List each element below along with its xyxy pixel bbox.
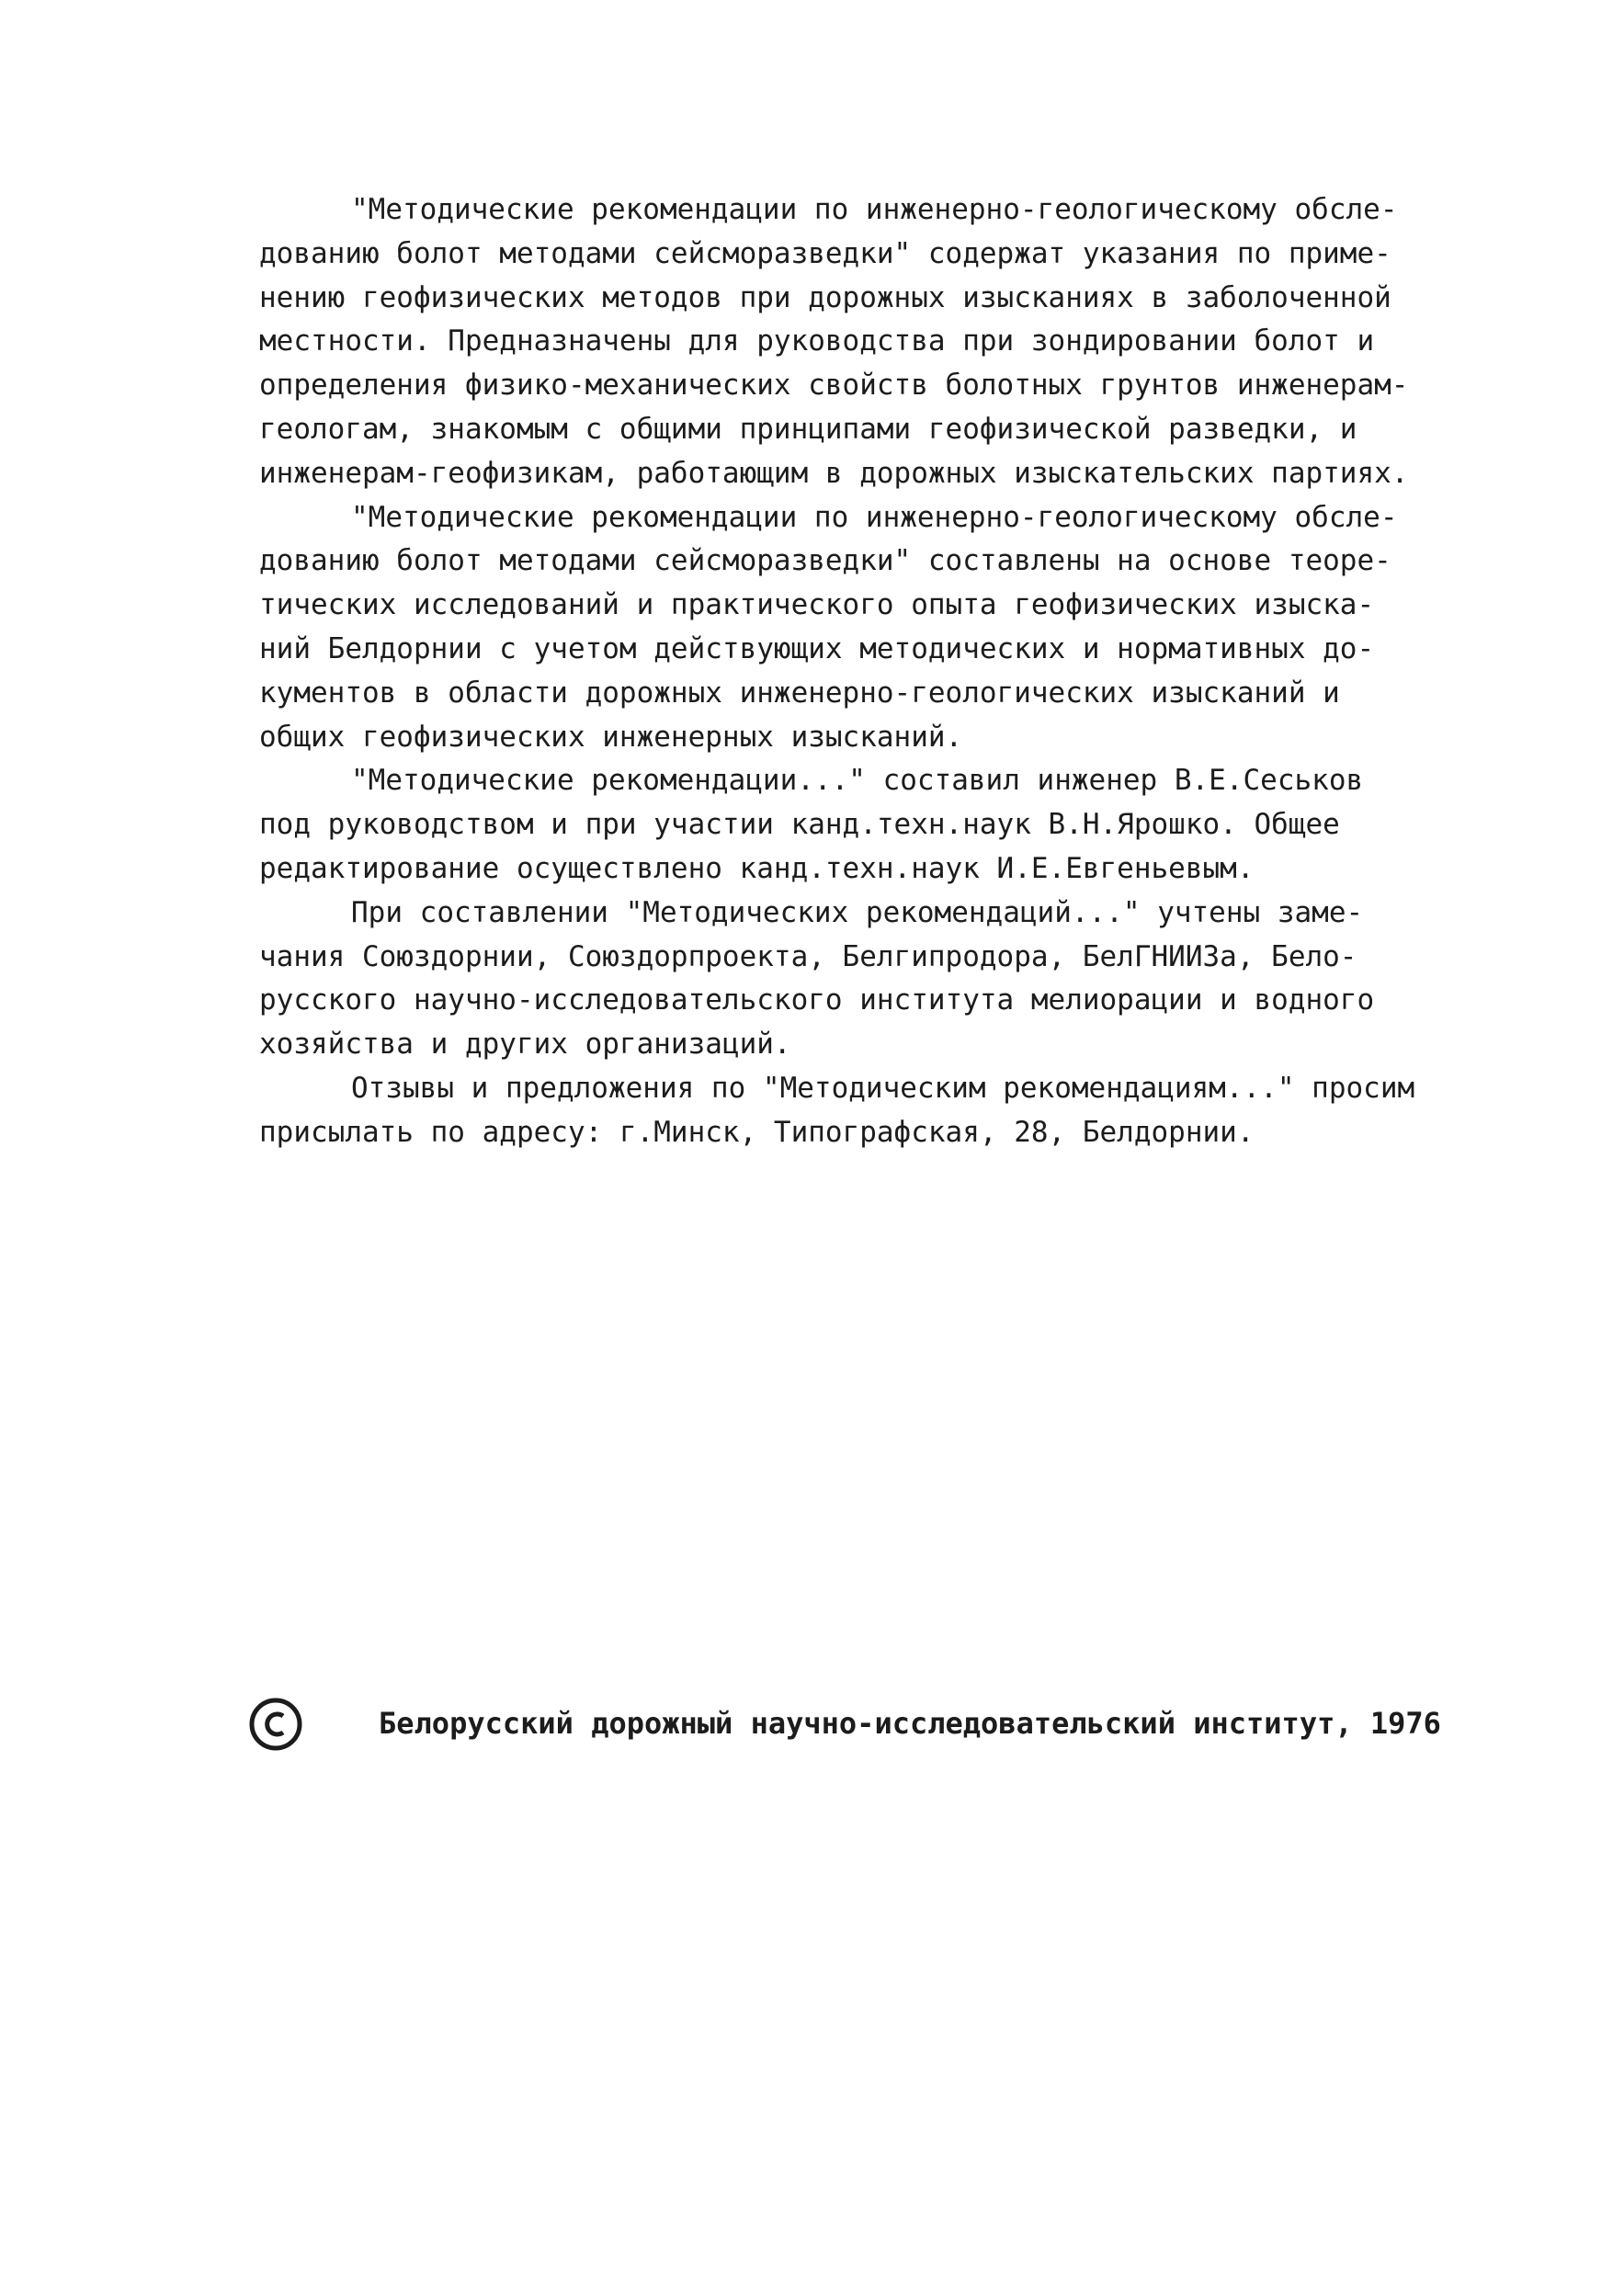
text-line: дованию болот методами сейсморазведки" составлены на основе теоре- (259, 544, 1391, 578)
institute-line: Белорусский дорожный научно-исследовательский институт, 1976 (379, 1706, 1441, 1741)
paragraph (259, 496, 1509, 760)
text-line: чания Союздорнии, Союздорпроекта, Белгипродора, БелГНИИЗа, Бело- (259, 939, 1357, 973)
text-line: общих геофизических инженерных изысканий. (259, 720, 963, 754)
text-line: геологам, знакомым с общими принципами геофизической разведки, и (259, 412, 1357, 446)
text-line: тических исследований и практического опыта геофизических изыска- (259, 588, 1375, 622)
copyright-footer (248, 1697, 1516, 1761)
text-line: инженерам-геофизикам, работающим в дорожных изыскательских партиях. (259, 456, 1409, 490)
annotation-text (259, 188, 1509, 1155)
text-line: русского научно-исследовательского института мелиорации и водного (259, 983, 1375, 1017)
paragraph (259, 892, 1509, 1067)
paragraph (259, 188, 1509, 496)
text-line: местности. Предназначены для руководства при зондировании болот и (259, 324, 1375, 358)
text-line: хозяйства и других организаций. (259, 1028, 791, 1062)
text-line: При составлении "Методических рекомендаций..." учтены заме- (351, 895, 1364, 929)
text-line: редактирование осуществлено канд.техн.наук И.Е.Евгеньевым. (259, 851, 1255, 885)
text-line: дованию болот методами сейсморазведки" содержат указания по приме- (259, 236, 1391, 270)
text-line: присылать по адресу: г.Минск, Типографская, 28, Белдорнии. (259, 1115, 1255, 1149)
paragraph (259, 759, 1509, 891)
text-line: Отзывы и предложения по "Методическим рекомендациям..." просим (351, 1071, 1415, 1105)
paragraph (259, 1067, 1509, 1155)
text-line: "Методические рекомендации..." составил инженер В.Е.Сеськов (351, 764, 1364, 798)
text-line: нению геофизических методов при дорожных изысканиях в заболоченной (259, 280, 1391, 314)
text-line: под руководством и при участии канд.техн.наук В.Н.Ярошко. Общее (259, 808, 1340, 842)
text-line: "Методические рекомендации по инженерно-геологическому обсле- (351, 193, 1398, 226)
text-line: ний Белдорнии с учетом действующих методических и нормативных до- (259, 631, 1375, 665)
text-line: "Методические рекомендации по инженерно-геологическому обсле- (351, 500, 1398, 534)
text-line: кументов в области дорожных инженерно-геологических изысканий и (259, 676, 1340, 710)
text-line: определения физико-механических свойств болотных грунтов инженерам- (259, 369, 1409, 403)
copyright-icon (248, 1697, 303, 1752)
